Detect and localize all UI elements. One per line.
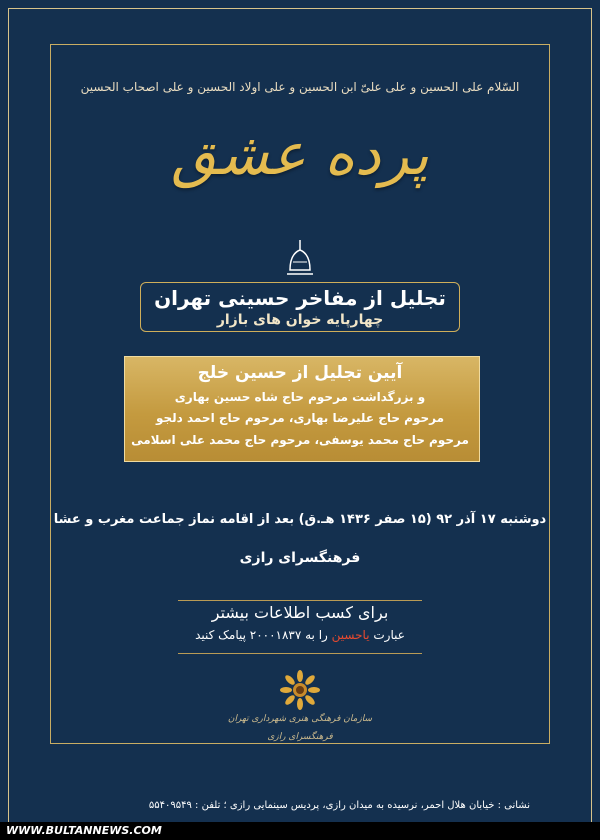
sms-keyword: یاحسین <box>331 628 370 642</box>
panel-heading: آیین تجلیل از حسین خلج <box>197 363 403 383</box>
mosque-dome-icon <box>285 240 315 280</box>
panel-line-2: و بزرگداشت مرحوم حاج شاه حسین بهاری <box>174 390 426 404</box>
info-heading: برای کسب اطلاعات بیشتر <box>211 603 389 622</box>
main-title: تجلیل از مفاخر حسینی تهران <box>154 286 446 310</box>
sms-prefix: عبارت <box>373 628 405 642</box>
cultural-center-name: فرهنگسرای رازی <box>267 732 333 742</box>
sms-suffix: را به ۲۰۰۰۱۸۳۷ پیامک کنید <box>195 628 328 642</box>
calligraphy-title: پرده عشق <box>171 120 429 188</box>
address-phone: نشانی : خیابان هلال احمر، نرسیده به میدان رازی، پردیس سینمایی رازی ؛ تلفن : ۵۵۴۰۹۵۴۹ <box>148 800 530 811</box>
event-venue: فرهنگسرای رازی <box>239 550 361 566</box>
panel-line-4: مرحوم حاج محمد یوسفی، مرحوم حاج محمد علی اسلامی <box>131 433 469 447</box>
source-watermark: WWW.BULTANNEWS.COM <box>6 824 162 837</box>
organization-name: سازمان فرهنگی هنری شهرداری تهران <box>227 714 373 724</box>
sms-instruction <box>0 628 600 642</box>
salutation-text: السّلام علی الحسین و علی علیّ ابن الحسین و علی اولاد الحسین و علی اصحاب الحسین <box>80 80 520 94</box>
event-date-time: دوشنبه ۱۷ آذر ۹۲ (۱۵ صفر ۱۴۳۶ هـ.ق) بعد از اقامه نماز جماعت مغرب و عشا <box>53 512 547 527</box>
sub-title: چهارپایه خوان های بازار <box>216 312 384 328</box>
sunflower-logo-icon <box>273 668 327 712</box>
panel-line-3: مرحوم حاج علیرضا بهاری، مرحوم حاج احمد دلجو <box>155 411 445 425</box>
